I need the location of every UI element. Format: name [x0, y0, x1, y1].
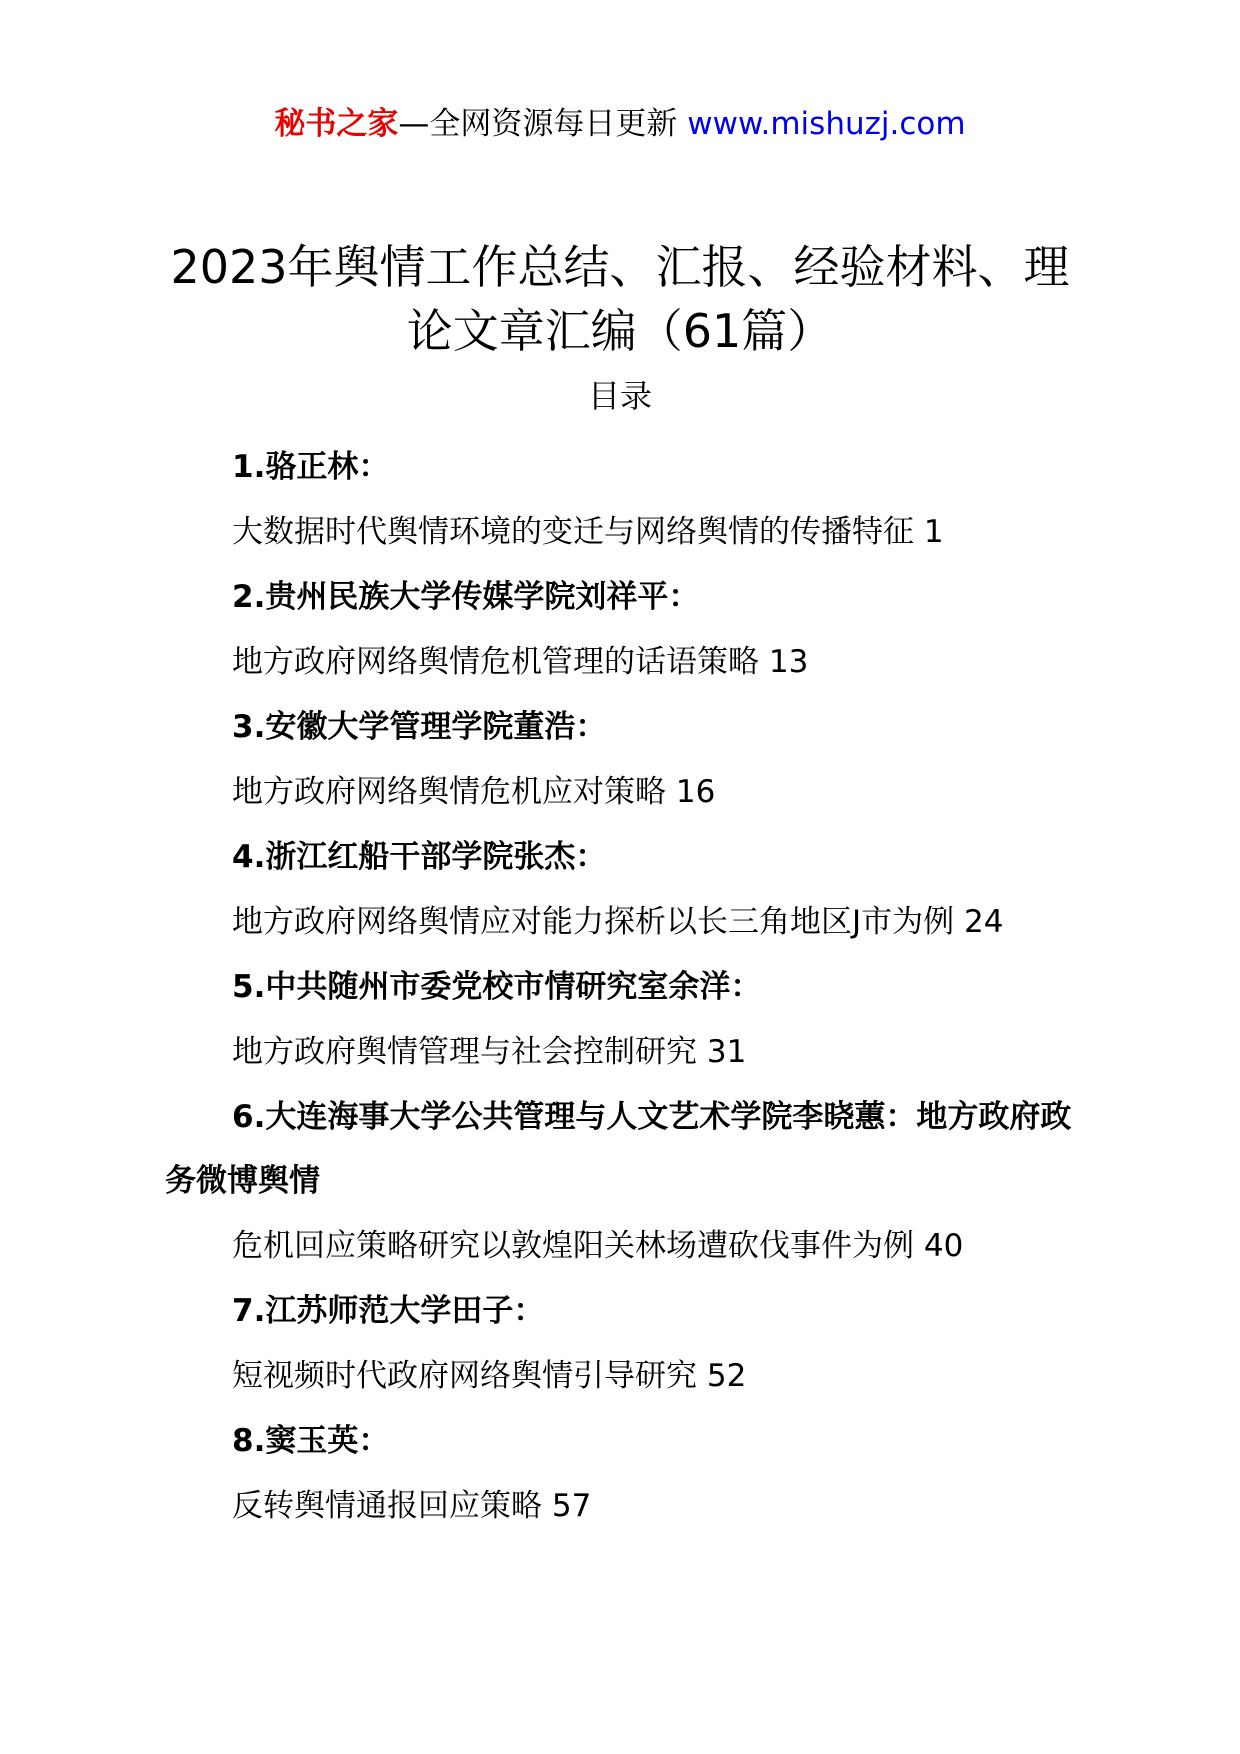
- toc-author: 6.大连海事大学公共管理与人文艺术学院李晓蕙：地方政府政务微博舆情: [165, 1099, 1072, 1199]
- toc-author: 2.贵州民族大学传媒学院刘祥平：: [232, 579, 700, 615]
- table-of-contents: [0, 435, 1240, 1539]
- site-brand: 秘书之家: [274, 106, 399, 142]
- toc-entry-5: [0, 955, 1240, 1085]
- toc-article-link[interactable]: 地方政府网络舆情危机应对策略 16: [232, 774, 716, 810]
- toc-entry-3: [0, 695, 1240, 825]
- toc-author: 7.江苏师范大学田子：: [232, 1293, 545, 1329]
- toc-author: 4.浙江红船干部学院张杰：: [232, 839, 607, 875]
- toc-author: 3.安徽大学管理学院董浩：: [232, 709, 607, 745]
- toc-entry-1: [0, 435, 1240, 565]
- site-url-link[interactable]: www.mishuzj.com: [687, 106, 966, 142]
- toc-entry-6: [0, 1085, 1240, 1279]
- toc-author: 5.中共随州市委党校市情研究室余洋：: [232, 969, 762, 1005]
- toc-article-link[interactable]: 危机回应策略研究以敦煌阳关林场遭砍伐事件为例 40: [232, 1228, 964, 1264]
- toc-author: 1.骆正林：: [232, 449, 390, 485]
- toc-article-link[interactable]: 地方政府网络舆情危机管理的话语策略 13: [232, 644, 809, 680]
- toc-article-link[interactable]: 地方政府网络舆情应对能力探析以长三角地区J市为例 24: [232, 904, 1004, 940]
- toc-author: 8.窦玉英：: [232, 1423, 390, 1459]
- document-title: 2023年舆情工作总结、汇报、经验材料、理论文章汇编（61篇）: [170, 240, 1070, 358]
- toc-entry-7: [0, 1279, 1240, 1409]
- toc-entry-2: [0, 565, 1240, 695]
- toc-article-link[interactable]: 反转舆情通报回应策略 57: [232, 1488, 592, 1524]
- toc-article-link[interactable]: 大数据时代舆情环境的变迁与网络舆情的传播特征 1: [232, 514, 944, 550]
- toc-article-link[interactable]: 地方政府舆情管理与社会控制研究 31: [232, 1034, 747, 1070]
- site-tagline: —全网资源每日更新: [398, 106, 678, 142]
- site-header: [0, 100, 1240, 148]
- toc-article-link[interactable]: 短视频时代政府网络舆情引导研究 52: [232, 1358, 747, 1394]
- toc-entry-8: [0, 1409, 1240, 1539]
- toc-heading: 目录: [587, 377, 652, 415]
- toc-entry-4: [0, 825, 1240, 955]
